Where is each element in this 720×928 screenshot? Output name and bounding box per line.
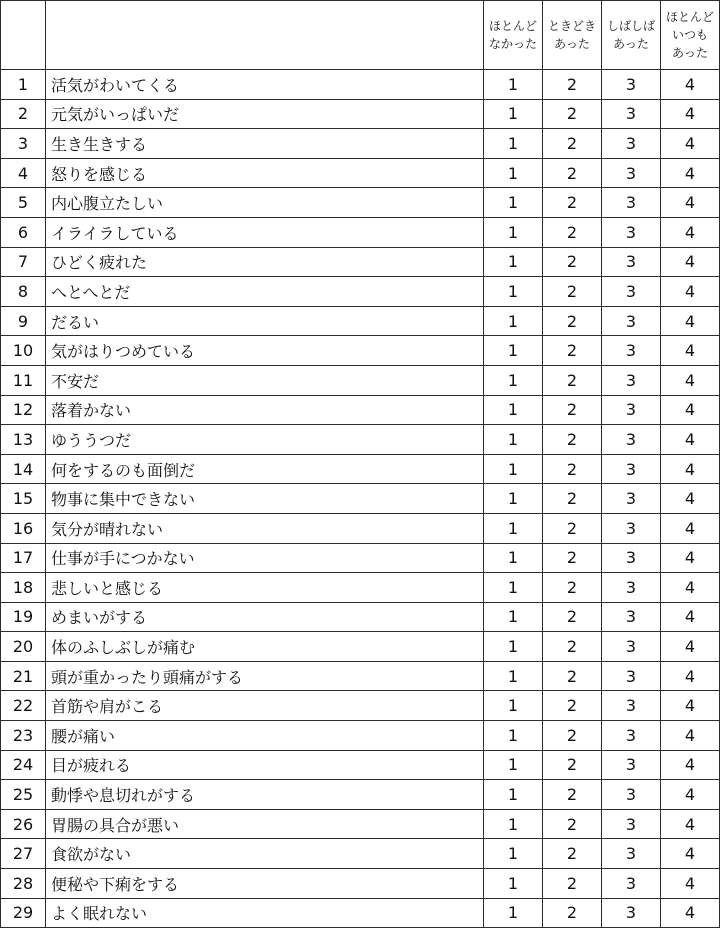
table-row: [1, 395, 720, 425]
row-item-text: 内心腹立たしい: [46, 188, 484, 218]
header-option-2-line-1: ときどき: [547, 19, 596, 33]
table-row: [1, 158, 720, 188]
score-option-2: 2: [543, 513, 602, 543]
row-item-text: 不安だ: [46, 365, 484, 395]
score-option-1: 1: [484, 70, 543, 100]
table-row: [1, 661, 720, 691]
row-item-text: 腰が痛い: [46, 721, 484, 751]
row-item-text: 悲しいと感じる: [46, 573, 484, 603]
score-option-4: 4: [661, 365, 720, 395]
table-row: [1, 129, 720, 159]
row-item-text: 動悸や息切れがする: [46, 780, 484, 810]
row-item-text: 食欲がない: [46, 839, 484, 869]
score-option-3: 3: [602, 661, 661, 691]
table-row: [1, 425, 720, 455]
table-row: [1, 484, 720, 514]
row-number: 8: [1, 277, 46, 307]
table-row: [1, 99, 720, 129]
header-option-3: [602, 1, 661, 70]
score-option-4: 4: [661, 721, 720, 751]
score-option-3: 3: [602, 602, 661, 632]
table-row: [1, 809, 720, 839]
score-option-2: 2: [543, 573, 602, 603]
row-number: 20: [1, 632, 46, 662]
score-option-1: 1: [484, 869, 543, 899]
score-option-3: 3: [602, 336, 661, 366]
row-number: 17: [1, 543, 46, 573]
score-option-3: 3: [602, 70, 661, 100]
row-item-text: イライラしている: [46, 217, 484, 247]
score-option-4: 4: [661, 869, 720, 899]
row-number: 3: [1, 129, 46, 159]
row-number: 10: [1, 336, 46, 366]
row-item-text: 頭が重かったり頭痛がする: [46, 661, 484, 691]
score-option-3: 3: [602, 513, 661, 543]
header-option-4: [661, 1, 720, 70]
score-option-2: 2: [543, 661, 602, 691]
row-item-text: 気分が晴れない: [46, 513, 484, 543]
score-option-1: 1: [484, 129, 543, 159]
row-number: 9: [1, 306, 46, 336]
score-option-1: 1: [484, 543, 543, 573]
row-item-text: へとへとだ: [46, 277, 484, 307]
row-item-text: 便秘や下痢をする: [46, 869, 484, 899]
row-number: 18: [1, 573, 46, 603]
score-option-4: 4: [661, 839, 720, 869]
table-body: [1, 70, 720, 928]
score-option-2: 2: [543, 602, 602, 632]
header-row: [1, 1, 720, 70]
table-row: [1, 573, 720, 603]
score-option-4: 4: [661, 750, 720, 780]
score-option-3: 3: [602, 158, 661, 188]
row-item-text: 仕事が手につかない: [46, 543, 484, 573]
table-row: [1, 277, 720, 307]
header-option-1-line-2: なかった: [488, 37, 537, 51]
score-option-1: 1: [484, 425, 543, 455]
score-option-2: 2: [543, 839, 602, 869]
table-row: [1, 306, 720, 336]
score-option-1: 1: [484, 809, 543, 839]
table-row: [1, 632, 720, 662]
score-option-1: 1: [484, 780, 543, 810]
score-option-2: 2: [543, 425, 602, 455]
score-option-1: 1: [484, 573, 543, 603]
score-option-1: 1: [484, 158, 543, 188]
score-option-3: 3: [602, 188, 661, 218]
row-item-text: 首筋や肩がこる: [46, 691, 484, 721]
score-option-1: 1: [484, 898, 543, 928]
header-option-4-line-1: ほとんど: [665, 10, 714, 24]
score-option-1: 1: [484, 99, 543, 129]
table-row: [1, 336, 720, 366]
score-option-4: 4: [661, 395, 720, 425]
score-option-4: 4: [661, 661, 720, 691]
row-item-text: 物事に集中できない: [46, 484, 484, 514]
score-option-2: 2: [543, 70, 602, 100]
header-option-2-line-2: あった: [554, 37, 590, 51]
header-option-3-line-1: しばしば: [606, 19, 655, 33]
score-option-3: 3: [602, 217, 661, 247]
score-option-3: 3: [602, 898, 661, 928]
table-row: [1, 217, 720, 247]
score-option-4: 4: [661, 602, 720, 632]
score-option-4: 4: [661, 336, 720, 366]
score-option-3: 3: [602, 129, 661, 159]
score-option-3: 3: [602, 691, 661, 721]
score-option-4: 4: [661, 573, 720, 603]
score-option-3: 3: [602, 99, 661, 129]
score-option-3: 3: [602, 632, 661, 662]
table-row: [1, 70, 720, 100]
score-option-4: 4: [661, 898, 720, 928]
header-number: [1, 1, 46, 70]
score-option-3: 3: [602, 869, 661, 899]
score-option-1: 1: [484, 484, 543, 514]
row-number: 26: [1, 809, 46, 839]
score-option-4: 4: [661, 306, 720, 336]
score-option-4: 4: [661, 425, 720, 455]
table-row: [1, 780, 720, 810]
row-number: 14: [1, 454, 46, 484]
table-row: [1, 750, 720, 780]
row-number: 28: [1, 869, 46, 899]
score-option-3: 3: [602, 425, 661, 455]
row-number: 16: [1, 513, 46, 543]
row-item-text: 目が疲れる: [46, 750, 484, 780]
header-option-2: [543, 1, 602, 70]
score-option-4: 4: [661, 454, 720, 484]
score-option-2: 2: [543, 721, 602, 751]
score-option-4: 4: [661, 780, 720, 810]
score-option-1: 1: [484, 277, 543, 307]
score-option-2: 2: [543, 543, 602, 573]
score-option-2: 2: [543, 484, 602, 514]
score-option-2: 2: [543, 247, 602, 277]
score-option-1: 1: [484, 454, 543, 484]
score-option-1: 1: [484, 602, 543, 632]
table-row: [1, 691, 720, 721]
score-option-4: 4: [661, 129, 720, 159]
header-option-4-line-2: いつも: [671, 28, 708, 42]
score-option-4: 4: [661, 632, 720, 662]
score-option-1: 1: [484, 188, 543, 218]
score-option-3: 3: [602, 573, 661, 603]
score-option-2: 2: [543, 395, 602, 425]
row-number: 1: [1, 70, 46, 100]
score-option-4: 4: [661, 99, 720, 129]
score-option-2: 2: [543, 158, 602, 188]
row-number: 12: [1, 395, 46, 425]
row-number: 13: [1, 425, 46, 455]
row-number: 22: [1, 691, 46, 721]
row-item-text: 元気がいっぱいだ: [46, 99, 484, 129]
table-row: [1, 543, 720, 573]
table-row: [1, 188, 720, 218]
row-number: 29: [1, 898, 46, 928]
score-option-1: 1: [484, 247, 543, 277]
row-number: 23: [1, 721, 46, 751]
score-option-2: 2: [543, 869, 602, 899]
table-row: [1, 602, 720, 632]
row-item-text: だるい: [46, 306, 484, 336]
row-item-text: よく眠れない: [46, 898, 484, 928]
row-number: 7: [1, 247, 46, 277]
row-item-text: 何をするのも面倒だ: [46, 454, 484, 484]
score-option-3: 3: [602, 306, 661, 336]
score-option-4: 4: [661, 188, 720, 218]
table-row: [1, 898, 720, 928]
score-option-1: 1: [484, 395, 543, 425]
table-row: [1, 513, 720, 543]
score-option-1: 1: [484, 661, 543, 691]
row-number: 5: [1, 188, 46, 218]
row-number: 25: [1, 780, 46, 810]
row-number: 11: [1, 365, 46, 395]
score-option-2: 2: [543, 898, 602, 928]
table-row: [1, 721, 720, 751]
score-option-3: 3: [602, 277, 661, 307]
score-option-4: 4: [661, 70, 720, 100]
score-option-2: 2: [543, 780, 602, 810]
row-item-text: 体のふしぶしが痛む: [46, 632, 484, 662]
row-item-text: 活気がわいてくる: [46, 70, 484, 100]
score-option-2: 2: [543, 454, 602, 484]
row-item-text: 気がはりつめている: [46, 336, 484, 366]
score-option-2: 2: [543, 188, 602, 218]
score-option-2: 2: [543, 129, 602, 159]
score-option-1: 1: [484, 721, 543, 751]
table-row: [1, 454, 720, 484]
score-option-3: 3: [602, 809, 661, 839]
score-option-2: 2: [543, 217, 602, 247]
header-option-3-line-2: あった: [613, 37, 649, 51]
score-option-1: 1: [484, 365, 543, 395]
score-option-2: 2: [543, 365, 602, 395]
score-option-4: 4: [661, 247, 720, 277]
score-option-1: 1: [484, 306, 543, 336]
row-item-text: 怒りを感じる: [46, 158, 484, 188]
header-option-4-line-3: あった: [672, 46, 708, 60]
score-option-4: 4: [661, 484, 720, 514]
row-number: 15: [1, 484, 46, 514]
row-number: 6: [1, 217, 46, 247]
header-option-1: [484, 1, 543, 70]
score-option-4: 4: [661, 217, 720, 247]
row-item-text: 落着かない: [46, 395, 484, 425]
header-option-1-line-1: ほとんど: [488, 19, 537, 33]
score-option-4: 4: [661, 809, 720, 839]
table-row: [1, 839, 720, 869]
score-option-4: 4: [661, 691, 720, 721]
score-option-3: 3: [602, 365, 661, 395]
score-option-2: 2: [543, 277, 602, 307]
score-option-2: 2: [543, 691, 602, 721]
table-row: [1, 247, 720, 277]
row-item-text: 生き生きする: [46, 129, 484, 159]
score-option-3: 3: [602, 543, 661, 573]
score-option-3: 3: [602, 839, 661, 869]
score-option-2: 2: [543, 750, 602, 780]
score-option-3: 3: [602, 395, 661, 425]
row-number: 19: [1, 602, 46, 632]
score-option-1: 1: [484, 839, 543, 869]
row-number: 4: [1, 158, 46, 188]
score-option-2: 2: [543, 336, 602, 366]
header-item: [46, 1, 484, 70]
row-number: 21: [1, 661, 46, 691]
row-item-text: 胃腸の具合が悪い: [46, 809, 484, 839]
score-option-1: 1: [484, 217, 543, 247]
score-option-2: 2: [543, 632, 602, 662]
score-option-3: 3: [602, 780, 661, 810]
score-option-1: 1: [484, 513, 543, 543]
row-item-text: ひどく疲れた: [46, 247, 484, 277]
table-row: [1, 869, 720, 899]
row-number: 2: [1, 99, 46, 129]
row-number: 27: [1, 839, 46, 869]
score-option-4: 4: [661, 277, 720, 307]
row-item-text: めまいがする: [46, 602, 484, 632]
score-option-4: 4: [661, 158, 720, 188]
score-option-1: 1: [484, 336, 543, 366]
score-option-4: 4: [661, 513, 720, 543]
score-option-3: 3: [602, 750, 661, 780]
row-number: 24: [1, 750, 46, 780]
table-row: [1, 365, 720, 395]
score-option-3: 3: [602, 454, 661, 484]
score-option-3: 3: [602, 721, 661, 751]
score-option-1: 1: [484, 750, 543, 780]
score-option-3: 3: [602, 484, 661, 514]
row-item-text: ゆううつだ: [46, 425, 484, 455]
score-option-3: 3: [602, 247, 661, 277]
score-option-2: 2: [543, 99, 602, 129]
score-option-4: 4: [661, 543, 720, 573]
score-option-2: 2: [543, 306, 602, 336]
score-option-2: 2: [543, 809, 602, 839]
score-option-1: 1: [484, 632, 543, 662]
score-option-1: 1: [484, 691, 543, 721]
